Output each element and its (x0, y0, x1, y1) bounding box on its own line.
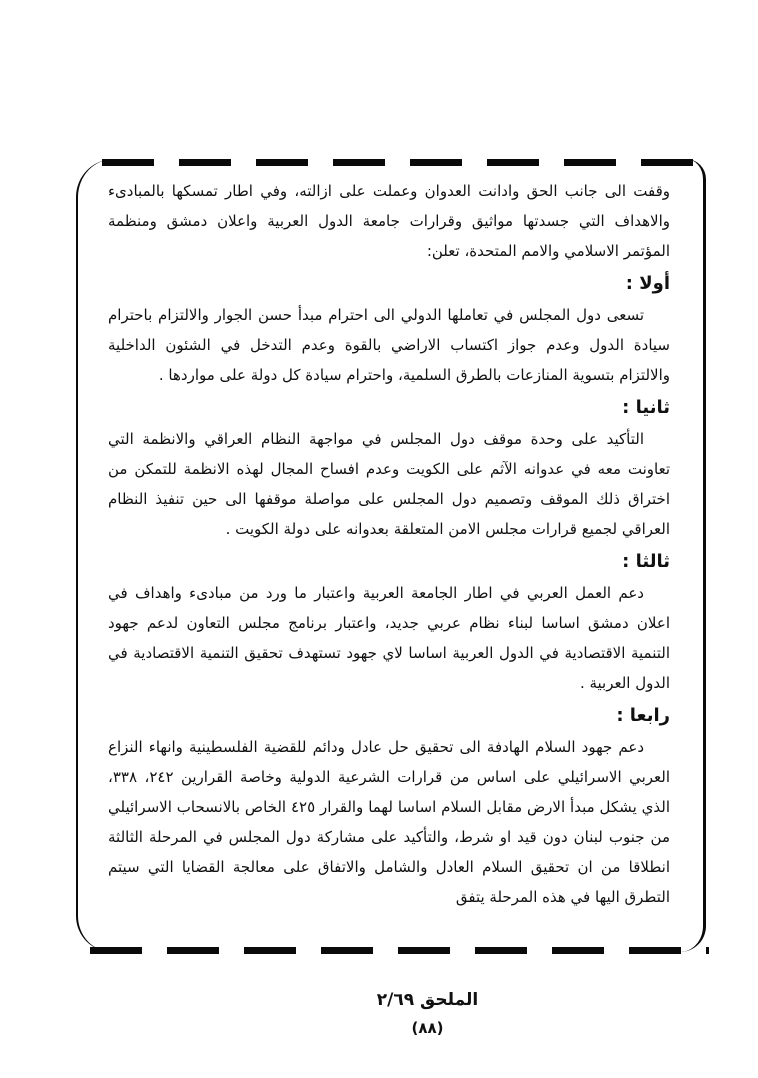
section-heading-first: أولا : (625, 273, 670, 294)
section-body-third: دعم العمل العربي في اطار الجامعة العربية واعتبار ما ورد من مبادىء واهداف في اعلان دمشق اساسا لبناء نظام عربي جديد، واعتبار برنامج مجلس التعاون لدعم جهود التنمية الاقتصادية في الدول العربية اساسا لاي جهود تستهدف تحقيق التنمية الاقتصادية في الدول العربية . (108, 584, 670, 692)
section-heading-fourth: رابعا : (616, 705, 670, 726)
document-border-frame (76, 159, 706, 952)
frame-bottom-dashed-border (90, 947, 709, 954)
footer-page-number: (٨٨) (411, 1019, 444, 1037)
frame-top-dashed-border (102, 159, 706, 166)
section-body-second: التأكيد على وحدة موقف دول المجلس في مواجهة النظام العراقي والانظمة التي تعاونت معه في عدوانه الآثم على الكويت وعدم افساح المجال لهذه الانظمة للتمكن من اختراق ذلك الموقف وتصميم دول المجلس على مواصلة موقفها الى حين تنفيذ النظام العراقي لجميع قرارات مجلس الامن المتعلقة بعدوانه على دولة الكويت . (108, 430, 670, 538)
section-heading-second: ثانيا : (622, 397, 670, 418)
section-body-first: تسعى دول المجلس في تعاملها الدولي الى احترام مبدأ حسن الجوار والالتزام باحترام سيادة الدول وعدم جواز اكتساب الاراضي بالقوة وعدم التدخل في الشئون الداخلية والالتزام بتسوية المنازعات بالطرق السلمية، واحترام سيادة كل دولة على مواردها . (108, 306, 670, 384)
section-heading-third: ثالثا : (622, 551, 670, 572)
section-body-fourth: دعم جهود السلام الهادفة الى تحقيق حل عادل ودائم للقضية الفلسطينية وانهاء النزاع العربي الاسرائيلي على اساس من قرارات الشرعية الدولية وخاصة القرارين ٢٤٢، ٣٣٨، الذي يشكل مبدأ الارض مقابل السلام اساسا لهما والقرار ٤٢٥ الخاص بالانسحاب الاسرائيلي من جنوب لبنان دون قيد او شرط، والتأكيد على مشاركة دول المجلس في المرحلة الثالثة انطلاقا من ان تحقيق السلام العادل والشامل والاتفاق على معالجة القضايا التي سيتم التطرق اليها في هذه المرحلة يتفق (108, 738, 671, 906)
intro-paragraph: وقفت الى جانب الحق وادانت العدوان وعملت على ازالته، وفي اطار تمسكها بالمبادىء والاهداف التي جسدتها مواثيق وقرارات جامعة الدول العربية واعلان دمشق ومنظمة المؤتمر الاسلامي والامم المتحدة، تعلن: (108, 182, 670, 260)
footer-appendix-label: الملحق ٢/٦٩ (376, 990, 479, 1010)
page-footer (340, 988, 515, 1040)
document-body-text (108, 176, 670, 912)
